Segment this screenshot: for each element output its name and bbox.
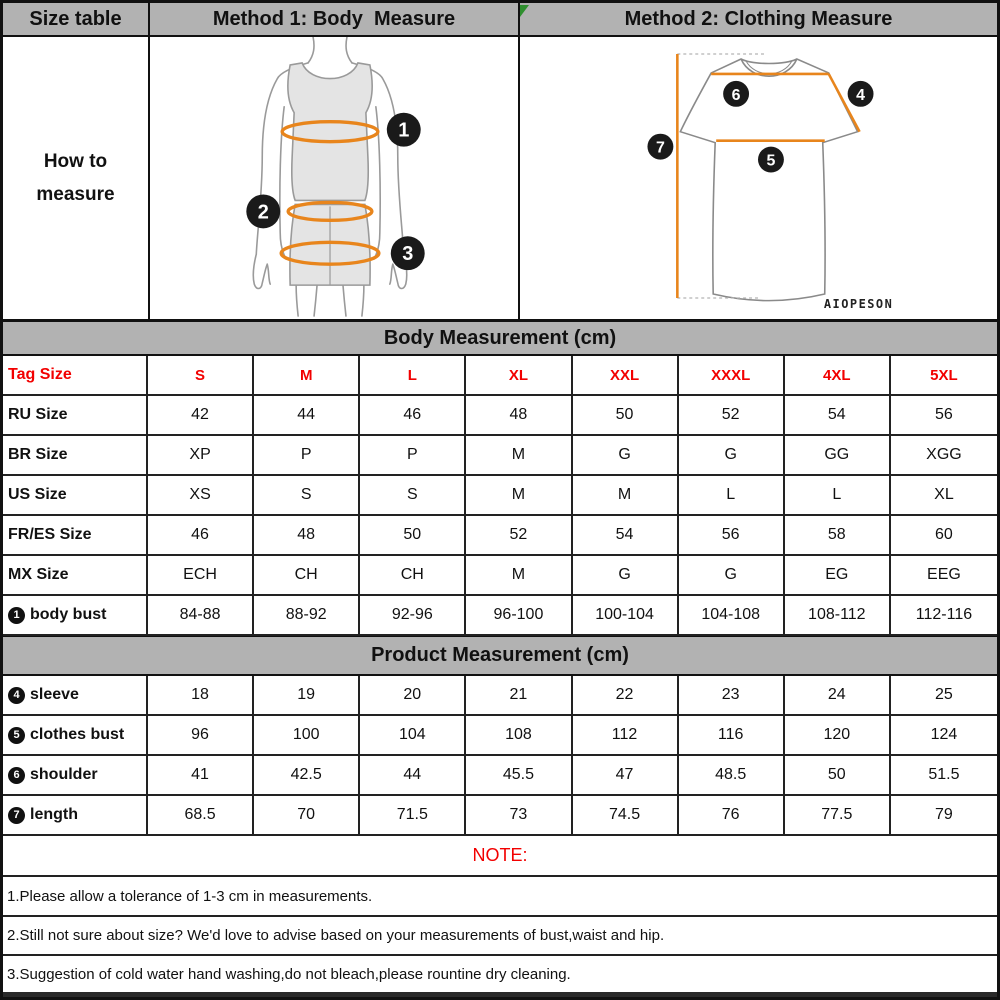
- table-cell: 70: [254, 796, 360, 834]
- row-label-text: MX Size: [8, 566, 69, 583]
- table-row: [3, 476, 997, 516]
- table-cell: 96-100: [466, 596, 572, 634]
- tshirt-outline: [680, 59, 857, 301]
- table-cell: 4XL: [785, 356, 891, 394]
- table-cell: 68.5: [148, 796, 254, 834]
- table-cell: XGG: [926, 446, 962, 463]
- table-cell: 71.5: [360, 796, 466, 834]
- how-to-measure-cell: How to measure: [3, 37, 150, 319]
- circled-1-marker: 1: [8, 607, 25, 624]
- row-label: [3, 596, 148, 634]
- table-cell: 24: [785, 676, 891, 714]
- table-cell: CH: [254, 556, 360, 594]
- table-row: [3, 356, 997, 396]
- table-cell: S: [254, 476, 360, 514]
- row-label: [3, 436, 148, 474]
- table-cell: 42.5: [254, 756, 360, 794]
- row-label-text: body bust: [30, 606, 107, 623]
- row-label-text: sleeve: [30, 686, 79, 703]
- table-cell: 46: [148, 516, 254, 554]
- table-cell: XL: [466, 356, 572, 394]
- table-cell: 51.5: [928, 766, 960, 783]
- table-row: [3, 756, 997, 796]
- row-label: [3, 356, 148, 394]
- table-cell: XXL: [573, 356, 679, 394]
- table-cell: 77.5: [785, 796, 891, 834]
- table-cell: ECH: [148, 556, 254, 594]
- clothing-measure-cell: [520, 37, 997, 319]
- table-cell: 41: [148, 756, 254, 794]
- table-cell: 52: [679, 396, 785, 434]
- table-row: [3, 516, 997, 556]
- table-cell: 76: [679, 796, 785, 834]
- circled-6-marker: 6: [8, 767, 25, 784]
- body-measure-illustration: [150, 37, 520, 319]
- green-flag-marker: [520, 5, 529, 17]
- table-cell: L: [360, 356, 466, 394]
- marker-1-label: 1: [398, 119, 410, 142]
- row-label: [3, 716, 148, 754]
- table-cell: G: [573, 556, 679, 594]
- table-cell: 100-104: [573, 596, 679, 634]
- table-cell: 18: [148, 676, 254, 714]
- table-cell: 54: [573, 516, 679, 554]
- row-label-text: shoulder: [30, 766, 98, 783]
- table-row: [3, 396, 997, 436]
- table-cell: 45.5: [466, 756, 572, 794]
- marker-6-label: 6: [731, 86, 741, 104]
- note-title: NOTE:: [3, 836, 997, 877]
- table-cell: 88-92: [254, 596, 360, 634]
- row-label-text: US Size: [8, 486, 67, 503]
- table-cell: 54: [785, 396, 891, 434]
- table-row: [3, 676, 997, 716]
- table-cell: P: [254, 436, 360, 474]
- table-cell: 52: [466, 516, 572, 554]
- table-row: [3, 596, 997, 636]
- table-cell: EG: [785, 556, 891, 594]
- table-cell: 48: [466, 396, 572, 434]
- brand-text: AIOPESON: [823, 296, 894, 311]
- table-cell: 58: [785, 516, 891, 554]
- clothing-measure-illustration: [520, 37, 997, 319]
- table-cell: 108: [466, 716, 572, 754]
- row-label: [3, 676, 148, 714]
- row-label: [3, 516, 148, 554]
- table-cell: M: [254, 356, 360, 394]
- row-label-text: clothes bust: [30, 726, 125, 743]
- circled-4-marker: 4: [8, 687, 25, 704]
- table-cell: 19: [254, 676, 360, 714]
- table-cell: 60: [935, 526, 953, 543]
- table-cell: L: [679, 476, 785, 514]
- body-measurement-header: Body Measurement (cm): [3, 322, 997, 356]
- tank-top: [288, 63, 372, 201]
- table-cell: 46: [360, 396, 466, 434]
- table-cell: XS: [148, 476, 254, 514]
- table-cell: 92-96: [360, 596, 466, 634]
- table-cell: 120: [785, 716, 891, 754]
- table-cell: M: [466, 436, 572, 474]
- size-table-header: Size table: [3, 3, 150, 37]
- circled-5-marker: 5: [8, 727, 25, 744]
- method1-header: Method 1: Body Measure: [150, 3, 520, 37]
- table-cell: EEG: [927, 566, 961, 583]
- table-row: [3, 436, 997, 476]
- marker-5-label: 5: [766, 152, 776, 170]
- row-label: [3, 476, 148, 514]
- table-cell: CH: [360, 556, 466, 594]
- table-cell: 5XL: [930, 366, 958, 384]
- table-cell: GG: [785, 436, 891, 474]
- body-measurement-table: [3, 356, 997, 636]
- table-cell: 104-108: [679, 596, 785, 634]
- note-item-1: 1.Please allow a tolerance of 1-3 cm in measurements.: [3, 877, 997, 917]
- row-label: [3, 756, 148, 794]
- row-label-text: FR/ES Size: [8, 526, 92, 543]
- table-cell: 124: [930, 726, 958, 743]
- table-cell: 42: [148, 396, 254, 434]
- table-cell: 56: [679, 516, 785, 554]
- table-cell: G: [573, 436, 679, 474]
- method2-header: Method 2: Clothing Measure: [520, 3, 997, 37]
- row-label: [3, 396, 148, 434]
- table-cell: XL: [934, 486, 954, 503]
- table-row: [3, 796, 997, 836]
- row-label-text: Tag Size: [8, 366, 72, 383]
- table-cell: 22: [573, 676, 679, 714]
- table-cell: 50: [785, 756, 891, 794]
- table-cell: 44: [360, 756, 466, 794]
- table-cell: 48: [254, 516, 360, 554]
- table-cell: 73: [466, 796, 572, 834]
- table-cell: 96: [148, 716, 254, 754]
- illustration-row: [3, 37, 997, 322]
- table-cell: 21: [466, 676, 572, 714]
- table-cell: S: [148, 356, 254, 394]
- product-measurement-header: Product Measurement (cm): [3, 636, 997, 676]
- table-cell: 47: [573, 756, 679, 794]
- marker-3-label: 3: [402, 243, 414, 266]
- table-cell: 50: [573, 396, 679, 434]
- table-cell: M: [573, 476, 679, 514]
- table-cell: 23: [679, 676, 785, 714]
- table-cell: 84-88: [148, 596, 254, 634]
- row-label: [3, 796, 148, 834]
- body-measure-cell: [150, 37, 520, 319]
- row-label-text: RU Size: [8, 406, 68, 423]
- row-label-text: length: [30, 806, 78, 823]
- table-cell: 20: [360, 676, 466, 714]
- top-header-row: [3, 3, 997, 37]
- table-cell: S: [360, 476, 466, 514]
- table-cell: 112: [573, 716, 679, 754]
- marker-2-label: 2: [257, 201, 269, 224]
- table-row: [3, 556, 997, 596]
- table-cell: 116: [679, 716, 785, 754]
- table-cell: 104: [360, 716, 466, 754]
- table-cell: L: [785, 476, 891, 514]
- product-measurement-table: [3, 676, 997, 836]
- table-cell: M: [466, 476, 572, 514]
- table-cell: G: [679, 436, 785, 474]
- table-cell: XP: [148, 436, 254, 474]
- table-cell: 48.5: [679, 756, 785, 794]
- table-cell: 79: [935, 806, 953, 823]
- circled-7-marker: 7: [8, 807, 25, 824]
- table-cell: 25: [935, 686, 953, 703]
- table-cell: 44: [254, 396, 360, 434]
- table-cell: G: [679, 556, 785, 594]
- table-cell: P: [360, 436, 466, 474]
- table-cell: 50: [360, 516, 466, 554]
- table-cell: 74.5: [573, 796, 679, 834]
- table-cell: 108-112: [785, 596, 891, 634]
- table-row: [3, 716, 997, 756]
- bottom-border-bar: [3, 992, 997, 999]
- table-cell: 56: [935, 406, 953, 423]
- row-label: [3, 556, 148, 594]
- table-cell: M: [466, 556, 572, 594]
- note-item-3: 3.Suggestion of cold water hand washing,do not bleach,please rountine dry cleaning.: [7, 965, 571, 983]
- row-label-text: BR Size: [8, 446, 68, 463]
- note-item-2: 2.Still not sure about size? We'd love to advise based on your measurements of bust,waist and hip.: [3, 917, 997, 956]
- marker-7-label: 7: [655, 139, 665, 157]
- table-cell: 112-116: [915, 606, 973, 623]
- marker-4-label: 4: [856, 86, 866, 104]
- table-cell: XXXL: [679, 356, 785, 394]
- table-cell: 100: [254, 716, 360, 754]
